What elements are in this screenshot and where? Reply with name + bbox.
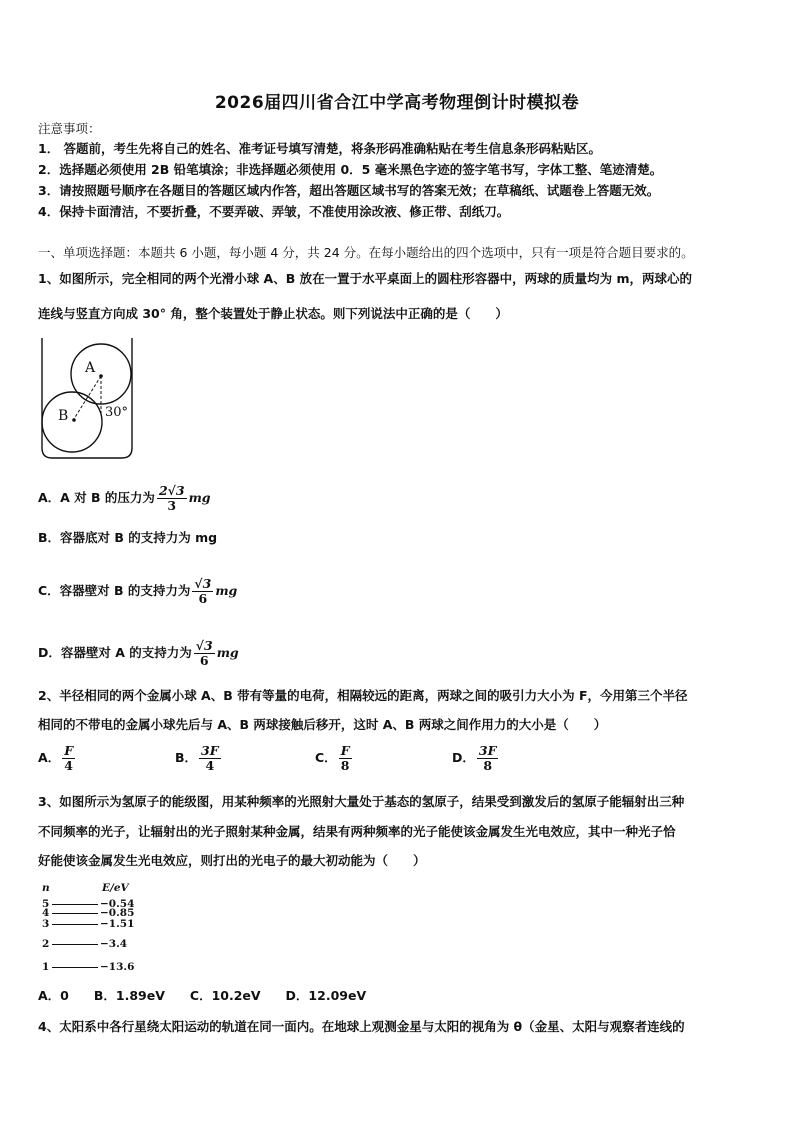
q1-stem-line: 连线与竖直方向成 30° 角，整个装置处于静止状态。则下列说法中正确的是（ ） (38, 306, 508, 321)
option-label: D． (452, 750, 475, 765)
q3-stem-line: 不同频率的光子，让辐射出的光子照射某种金属，结果有两种频率的光子能使该金属发生光电效应，其中一种光子恰 (38, 824, 676, 839)
level-e: −0.54 (100, 898, 135, 910)
q2-option-b (175, 744, 223, 773)
col-n: n (42, 882, 50, 894)
level-line (52, 924, 98, 925)
option-text: C．容器壁对 B 的支持力为 (38, 583, 191, 598)
q3-stem-line: 3、如图所示为氢原子的能级图，用某种频率的光照射大量处于基态的氢原子，结果受到激发后的氢原子能辐射出三种 (38, 794, 685, 809)
option-suffix: mg (215, 583, 238, 598)
q2-option-d (452, 744, 500, 773)
fraction-num: 3F (478, 743, 497, 758)
fraction (199, 744, 221, 773)
notice-item: 3．请按照题号顺序在各题目的答题区域内作答，超出答题区域书写的答案无效；在草稿纸、试题卷上答题无效。 (38, 183, 660, 198)
option-suffix: mg (216, 645, 239, 660)
fraction-num: 2√3 (158, 483, 185, 498)
option-text: A．A 对 B 的压力为 (38, 490, 155, 505)
option-text: D．容器壁对 A 的支持力为 (38, 645, 192, 660)
section-heading: 一、单项选择题：本题共 6 小题，每小题 4 分，共 24 分。在每小题给出的四个选项中，只有一项是符合题目要求的。 (38, 245, 694, 260)
q2-stem-line: 相同的不带电的金属小球先后与 A、B 两球接触后移开，这时 A、B 两球之间作用力的大小是（ ） (38, 717, 607, 732)
fraction (157, 484, 187, 513)
fraction-den: 6 (199, 653, 209, 668)
level-line (52, 944, 98, 945)
col-e: E/eV (102, 882, 129, 894)
notice-heading: 注意事项： (38, 121, 101, 136)
level-n: 5 (42, 898, 50, 910)
label-b: B (58, 408, 69, 424)
energy-level-diagram (38, 880, 138, 976)
q2-option-c (315, 744, 354, 773)
fraction (62, 744, 75, 773)
level-e: −1.51 (100, 918, 135, 930)
fraction (339, 744, 352, 773)
q4-stem-line: 4、太阳系中各行星绕太阳运动的轨道在同一面内。在地球上观测金星与太阳的视角为 θ（金星、太阳与观察者连线的 (38, 1019, 685, 1034)
ball-a (71, 344, 131, 404)
q1-option-d (38, 639, 239, 668)
fraction-num: √3 (195, 638, 213, 653)
q3-options: A．0 B．1.89eV C．10.2eV D．12.09eV (38, 988, 367, 1003)
fraction-den: 8 (483, 758, 493, 773)
fraction-den: 4 (64, 758, 73, 773)
option-label: C． (315, 750, 337, 765)
fraction-den: 4 (205, 758, 215, 773)
fraction-den: 8 (340, 758, 350, 773)
level-n: 3 (42, 918, 50, 930)
fraction-num: F (340, 743, 350, 758)
q1-option-c (38, 577, 237, 606)
notice-item: 4．保持卡面清洁，不要折叠，不要弄破、弄皱，不准使用涂改液、修正带、刮纸刀。 (38, 204, 510, 219)
q3-stem-line: 好能使该金属发生光电效应，则打出的光电子的最大初动能为（ ） (38, 853, 426, 868)
label-a: A (85, 360, 96, 376)
angle-label: 30° (105, 405, 129, 420)
option-suffix: mg (188, 490, 211, 505)
level-line (52, 967, 98, 968)
fraction-num: √3 (194, 576, 212, 591)
option-label: A． (38, 750, 61, 765)
level-line (52, 904, 98, 905)
level-n: 2 (42, 938, 50, 950)
fraction (194, 639, 215, 668)
q1-option-b: B．容器底对 B 的支持力为 mg (38, 530, 218, 545)
fraction (192, 577, 213, 606)
fraction (477, 744, 499, 773)
q1-option-a (38, 484, 211, 513)
level-line (52, 913, 98, 914)
page-title: 2026届四川省合江中学高考物理倒计时模拟卷 (214, 93, 580, 113)
level-e: −3.4 (100, 938, 128, 950)
q2-stem-line: 2、半径相同的两个金属小球 A、B 带有等量的电荷，相隔较远的距离，两球之间的吸引力大小为 F，今用第三个半径 (38, 688, 688, 703)
fraction-den: 3 (167, 498, 177, 513)
notice-item: 2．选择题必须使用 2B 铅笔填涂；非选择题必须使用 0．5 毫米黑色字迹的签字笔书写，字体工整、笔迹清楚。 (38, 162, 663, 177)
level-n: 4 (42, 907, 50, 919)
fraction-num: 3F (201, 743, 219, 758)
level-e: −0.85 (100, 907, 135, 919)
fraction-num: F (64, 743, 74, 758)
q2-option-a (38, 744, 77, 773)
q1-figure (38, 336, 138, 462)
q1-stem-line: 1、如图所示，完全相同的两个光滑小球 A、B 放在一置于水平桌面上的圆柱形容器中，两球的质量均为 m，两球心的 (38, 271, 692, 286)
notice-item: 1． 答题前，考生先将自己的姓名、准考证号填写清楚，将条形码准确粘贴在考生信息条形码粘贴区。 (38, 141, 602, 156)
level-e: −13.6 (100, 961, 135, 973)
option-label: B． (175, 750, 198, 765)
fraction-den: 6 (198, 591, 208, 606)
level-n: 1 (42, 961, 50, 973)
